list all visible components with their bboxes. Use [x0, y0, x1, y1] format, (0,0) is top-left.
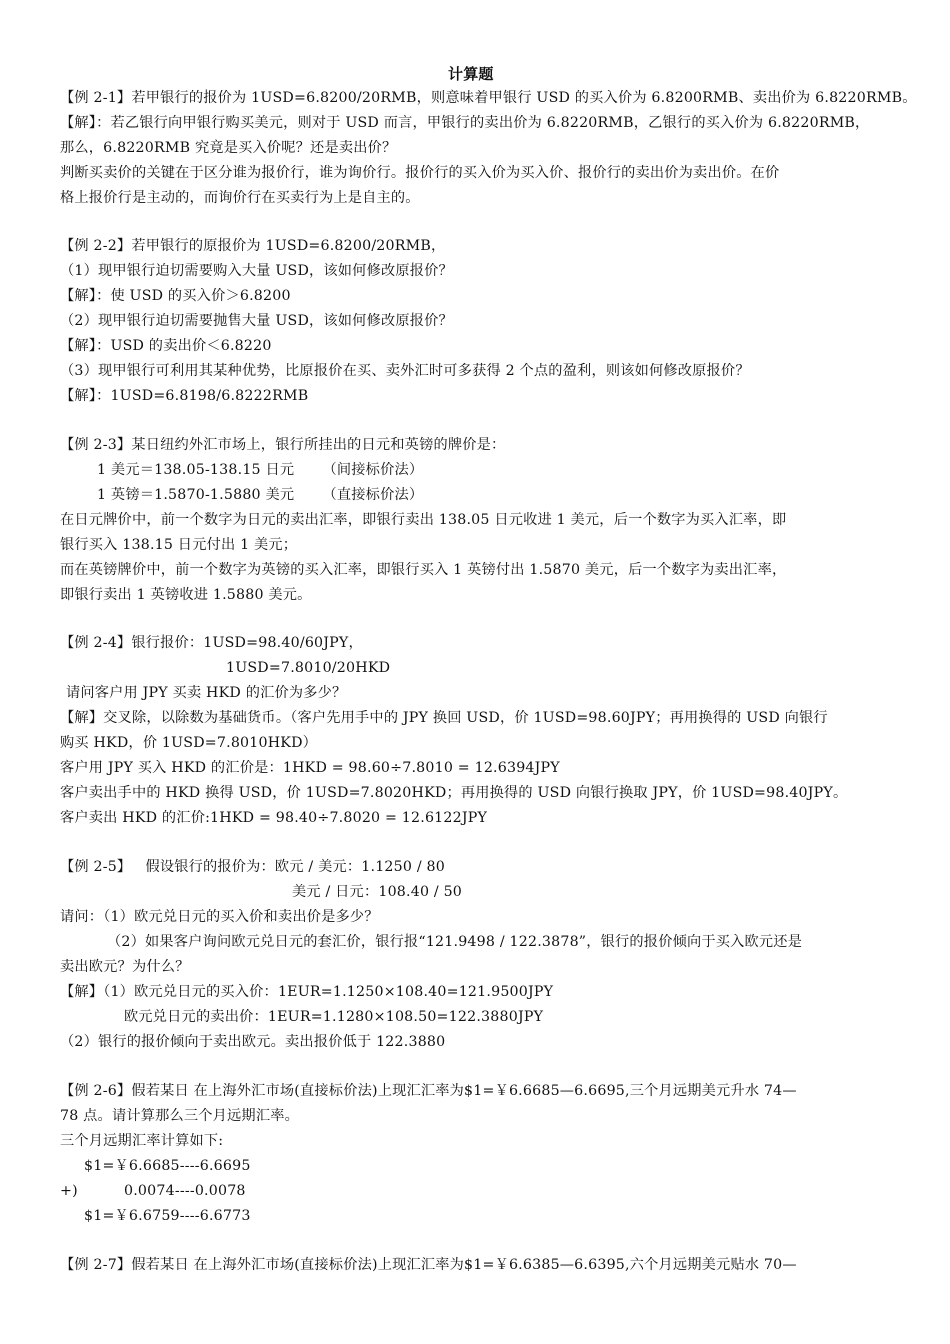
text-line: 【例 2-1】若甲银行的报价为 1USD=6.8200/20RMB，则意味着甲银行 USD 的买入价为 6.8200RMB、卖出价为 6.8220RMB。 — [60, 90, 917, 106]
text-line: 欧元兑日元的卖出价：1EUR=1.1280×108.50=122.3880JPY — [124, 1009, 544, 1025]
text-line: 客户卖出 HKD 的汇价:1HKD = 98.40÷7.8020 = 12.6122JPY — [60, 810, 488, 826]
text-line: 【解】（1）欧元兑日元的买入价：1EUR=1.1250×108.40=121.9500JPY — [60, 984, 554, 1000]
text-line: 格上报价行是主动的，而询价行在买卖行为上是自主的。 — [60, 190, 420, 206]
text-line: 【解】：1USD=6.8198/6.8222RMB — [60, 388, 309, 404]
text-line: 【解】：若乙银行向甲银行购买美元，则对于 USD 而言，甲银行的卖出价为 6.8220RMB，乙银行的买入价为 6.8220RMB， — [60, 115, 870, 131]
page-title: 计算题 — [448, 65, 494, 83]
text-line: 78 点。请计算那么三个月远期汇率。 — [60, 1108, 299, 1124]
text-line: 即银行卖出 1 英镑收进 1.5880 美元。 — [60, 587, 312, 603]
text-line: 【解】：USD 的卖出价＜6.8220 — [60, 338, 272, 354]
text-line: （2）如果客户询问欧元兑日元的套汇价，银行报“121.9498 / 122.3878”，银行的报价倾向于买入欧元还是 — [107, 934, 803, 950]
text-line: 【解】：使 USD 的买入价＞6.8200 — [60, 288, 291, 304]
text-line: 【例 2-6】假若某日 在上海外汇市场(直接标价法)上现汇汇率为$1=￥6.6685—6.6695,三个月远期美元升水 74— — [60, 1083, 797, 1099]
text-line: 【解】交叉除，以除数为基础货币。（客户先用手中的 JPY 换回 USD，价 1USD=98.60JPY；再用换得的 USD 向银行 — [60, 710, 828, 726]
text-line: 1 英镑＝1.5870-1.5880 美元 （直接标价法） — [97, 487, 424, 503]
text-line: 客户用 JPY 买入 HKD 的汇价是：1HKD = 98.60÷7.8010 = 12.6394JPY — [60, 760, 560, 776]
text-line: 请问：（1）欧元兑日元的买入价和卖出价是多少？ — [60, 909, 379, 925]
text-line: 【例 2-2】若甲银行的原报价为 1USD=6.8200/20RMB， — [60, 238, 446, 254]
text-line: 卖出欧元？为什么？ — [60, 959, 190, 975]
text-line: （2）银行的报价倾向于卖出欧元。卖出报价低于 122.3880 — [60, 1034, 446, 1050]
text-line: 【例 2-7】假若某日 在上海外汇市场(直接标价法)上现汇汇率为$1=￥6.6385—6.6395,六个月远期美元贴水 70— — [60, 1257, 797, 1273]
text-line: 1 美元＝138.05-138.15 日元 （间接标价法） — [97, 462, 424, 478]
text-line: （1）现甲银行迫切需要购入大量 USD，该如何修改原报价？ — [60, 263, 453, 279]
text-line: 美元 / 日元：108.40 / 50 — [292, 884, 463, 900]
text-line: （3）现甲银行可利用其某种优势，比原报价在买、卖外汇时可多获得 2 个点的盈利，则该如何修改原报价？ — [60, 363, 750, 379]
text-line: +) — [60, 1183, 78, 1199]
text-line: 银行买入 138.15 日元付出 1 美元； — [60, 537, 298, 553]
text-line: $1=￥6.6685----6.6695 — [84, 1158, 251, 1174]
text-line: 【例 2-4】银行报价：1USD=98.40/60JPY， — [60, 635, 363, 651]
text-line: 购买 HKD，价 1USD=7.8010HKD） — [60, 735, 318, 751]
text-line: $1=￥6.6759----6.6773 — [84, 1208, 251, 1224]
text-line: 三个月远期汇率计算如下: — [60, 1133, 224, 1149]
text-line: 【例 2-5】 假设银行的报价为：欧元 / 美元：1.1250 / 80 — [60, 859, 445, 875]
text-line: 客户卖出手中的 HKD 换得 USD，价 1USD=7.8020HKD；再用换得的 USD 向银行换取 JPY，价 1USD=98.40JPY。 — [60, 785, 848, 801]
text-line: 那么，6.8220RMB 究竟是买入价呢？还是卖出价？ — [60, 140, 397, 156]
text-line: 而在英镑牌价中，前一个数字为英镑的买入汇率，即银行买入 1 英镑付出 1.5870 美元，后一个数字为卖出汇率， — [60, 562, 787, 578]
text-line: 0.0074----0.0078 — [124, 1183, 246, 1199]
text-line: （2）现甲银行迫切需要抛售大量 USD，该如何修改原报价？ — [60, 313, 453, 329]
text-line: 在日元牌价中，前一个数字为日元的卖出汇率，即银行卖出 138.05 日元收进 1 美元，后一个数字为买入汇率，即 — [60, 512, 787, 528]
text-line: 请问客户用 JPY 买卖 HKD 的汇价为多少？ — [66, 685, 347, 701]
text-line: 【例 2-3】某日纽约外汇市场上，银行所挂出的日元和英镑的牌价是： — [60, 437, 506, 453]
text-line: 判断买卖价的关键在于区分谁为报价行，谁为询价行。报价行的买入价为买入价、报价行的卖出价为卖出价。在价 — [60, 165, 780, 181]
text-line: 1USD=7.8010/20HKD — [226, 660, 391, 676]
